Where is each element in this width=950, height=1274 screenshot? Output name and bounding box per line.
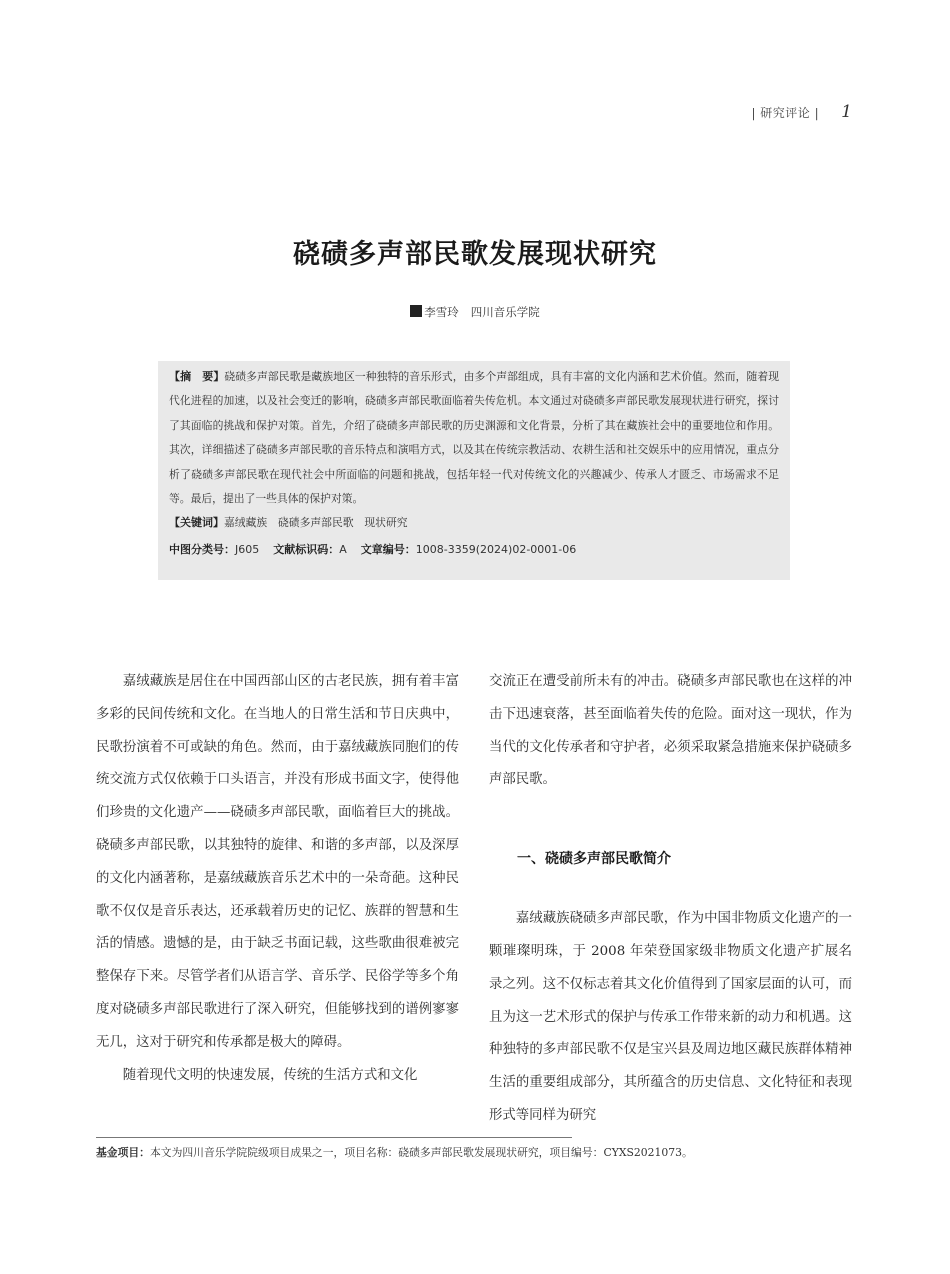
- body-paragraph: 交流正在遭受前所未有的冲击。硗碛多声部民歌也在这样的冲击下迅速衰落，甚至面临着失传的危险。面对这一现状，作为当代的文化传承者和守护者，必须采取紧急措施来保护硗碛多声部民歌。: [489, 674, 852, 788]
- section-label: | 研究评论 |: [751, 106, 820, 120]
- square-bullet-icon: [410, 305, 422, 317]
- classification-line: [169, 538, 779, 562]
- clc-label: 中图分类号：: [169, 542, 235, 556]
- article-no-label: 文章编号：: [360, 542, 416, 556]
- doc-code-value: A: [339, 542, 347, 556]
- byline: [0, 304, 950, 320]
- abstract-label: 【摘 要】: [169, 370, 225, 383]
- page-number: 1: [841, 102, 852, 122]
- article-no-value: 1008-3359(2024)02-0001-06: [415, 542, 577, 556]
- keywords-text: 嘉绒藏族 硗碛多声部民歌 现状研究: [224, 516, 408, 530]
- keywords-label: 【关键词】: [169, 516, 224, 530]
- footnote-divider: [96, 1137, 572, 1138]
- author-affiliation: 四川音乐学院: [470, 305, 540, 319]
- author-name: 李雪玲: [424, 305, 459, 319]
- body-paragraph: 嘉绒藏族硗碛多声部民歌，作为中国非物质文化遗产的一颗璀璨明珠，于 2008 年荣登国家级非物质文化遗产扩展名录之列。这不仅标志着其文化价值得到了国家层面的认可，而且为这一艺术形式的保护与传承工作带来新的动力和机遇。这种独特的多声部民歌不仅是宝兴县及周边地区藏民族群体精神生活的重要组成部分，其所蕴含的历史信息、文化特征和表现形式等同样为研究: [489, 911, 852, 1123]
- section-heading: 一、硗碛多声部民歌简介: [517, 851, 671, 868]
- running-header: [751, 102, 852, 122]
- body-paragraph: 嘉绒藏族是居住在中国西部山区的古老民族，拥有着丰富多彩的民间传统和文化。在当地人的日常生活和节日庆典中，民歌扮演着不可或缺的角色。然而，由于嘉绒藏族同胞们的传统交流方式仅依赖于口头语言，并没有形成书面文字，使得他们珍贵的文化遗产——硗碛多声部民歌，面临着巨大的挑战。硗碛多声部民歌，以其独特的旋律、和谐的多声部，以及深厚的文化内涵著称，是嘉绒藏族音乐艺术中的一朵奇葩。这种民歌不仅仅是音乐表达，还承载着历史的记忆、族群的智慧和生活的情感。遗憾的是，由于缺乏书面记载，这些歌曲很难被完整保存下来。尽管学者们从语言学、音乐学、民俗学等多个角度对硗碛多声部民歌进行了深入研究，但能够找到的谱例寥寥无几，这对于研究和传承都是极大的障碍。: [96, 674, 459, 1050]
- keywords-line: [169, 511, 779, 535]
- body-column-right: [489, 666, 852, 1133]
- footnote-text: 本文为四川音乐学院院级项目成果之一，项目名称：硗碛多声部民歌发展现状研究，项目编号：CYXS2021073。: [149, 1146, 693, 1159]
- footnote-label: 基金项目：: [96, 1146, 150, 1159]
- doc-code-label: 文献标识码：: [273, 542, 340, 556]
- article-title: 硗碛多声部民歌发展现状研究: [293, 239, 657, 270]
- abstract-text: 硗碛多声部民歌是藏族地区一种独特的音乐形式，由多个声部组成，具有丰富的文化内涵和艺术价值。然而，随着现代化进程的加速，以及社会变迁的影响，硗碛多声部民歌面临着失传危机。本文通过对硗碛多声部民歌发展现状进行研究，探讨了其面临的挑战和保护对策。首先，介绍了硗碛多声部民歌的历史渊源和文化背景，分析了其在藏族社会中的重要地位和作用。其次，详细描述了硗碛多声部民歌的音乐特点和演唱方式，以及其在传统宗教活动、农耕生活和社交娱乐中的应用情况，重点分析了硗碛多声部民歌在现代社会中所面临的问题和挑战，包括年轻一代对传统文化的兴趣减少、传承人才匮乏、市场需求不足等。最后，提出了一些具体的保护对策。: [169, 370, 780, 506]
- footnote: [96, 1145, 856, 1160]
- body-column-left: [96, 666, 459, 1092]
- abstract-box: [158, 361, 790, 580]
- body-paragraph: 随着现代文明的快速发展，传统的生活方式和文化: [122, 1067, 418, 1083]
- abstract-paragraph: [169, 365, 779, 511]
- clc-value: J605: [235, 542, 260, 556]
